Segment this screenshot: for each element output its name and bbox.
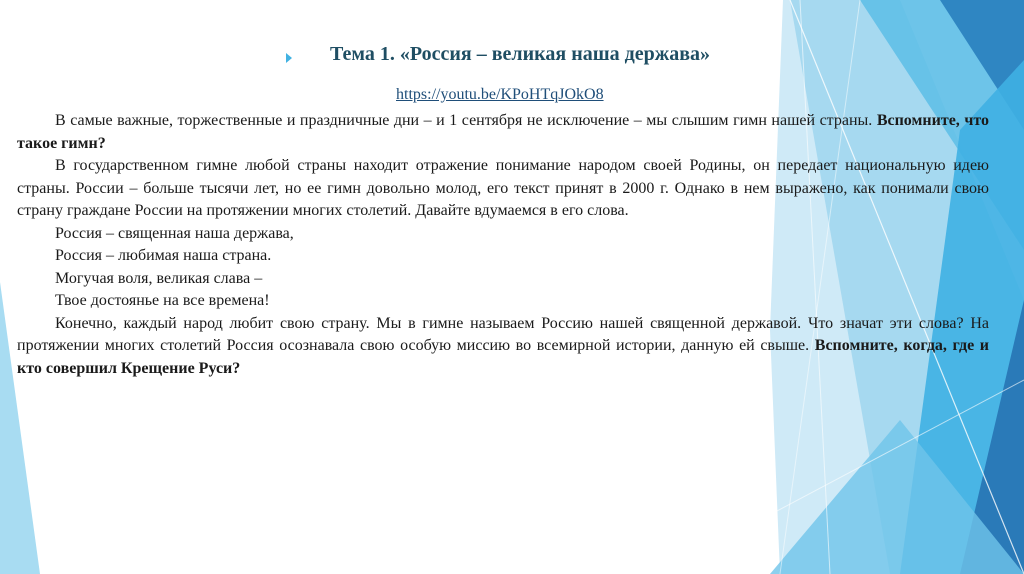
anthem-verse-line-1: Россия – священная наша держава, <box>55 224 294 242</box>
anthem-verse-line-3: Могучая воля, великая слава – <box>55 269 263 287</box>
paragraph-3: Конечно, каждый народ любит свою страну. Мы в гимне называем Россию нашей священной державой. Что значат эти слова? На протяжении многих столетий Россия осознавала свою особую миссию во всемирной истории, данную ей свыше. Вспомните, когда, где и кто совершил Крещение Руси? <box>17 314 989 377</box>
paragraph-1: В самые важные, торжественные и праздничные дни – и 1 сентября не исключение – мы слышим гимн нашей страны. Вспомните, что такое гимн? <box>17 112 989 152</box>
slide-title: Тема 1. «Россия – великая наша держава» <box>329 43 711 65</box>
slide-body <box>17 110 989 380</box>
paragraph-2: В государственном гимне любой страны находит отражение понимание народом своей Родины, он передает национальную идею страны. России – больше тысячи лет, но ее гимн довольно молод, его текст принят в 2000 г. Однако в нем выражено, как понимали свою страну граждане России на протяжении многих столетий. Давайте вдумаемся в его слова. <box>17 157 989 219</box>
anthem-verse-line-2: Россия – любимая наша страна. <box>55 247 272 264</box>
anthem-verse-line-4: Твое достоянье на все времена! <box>55 292 270 309</box>
question-baptism-of-rus: Вспомните, когда, где и кто совершил Крещение Руси? <box>17 337 989 377</box>
youtube-link[interactable]: https://youtu.be/KPoHTqJOkO8 <box>396 86 604 103</box>
question-what-is-anthem: Вспомните, что такое гимн? <box>17 112 989 152</box>
